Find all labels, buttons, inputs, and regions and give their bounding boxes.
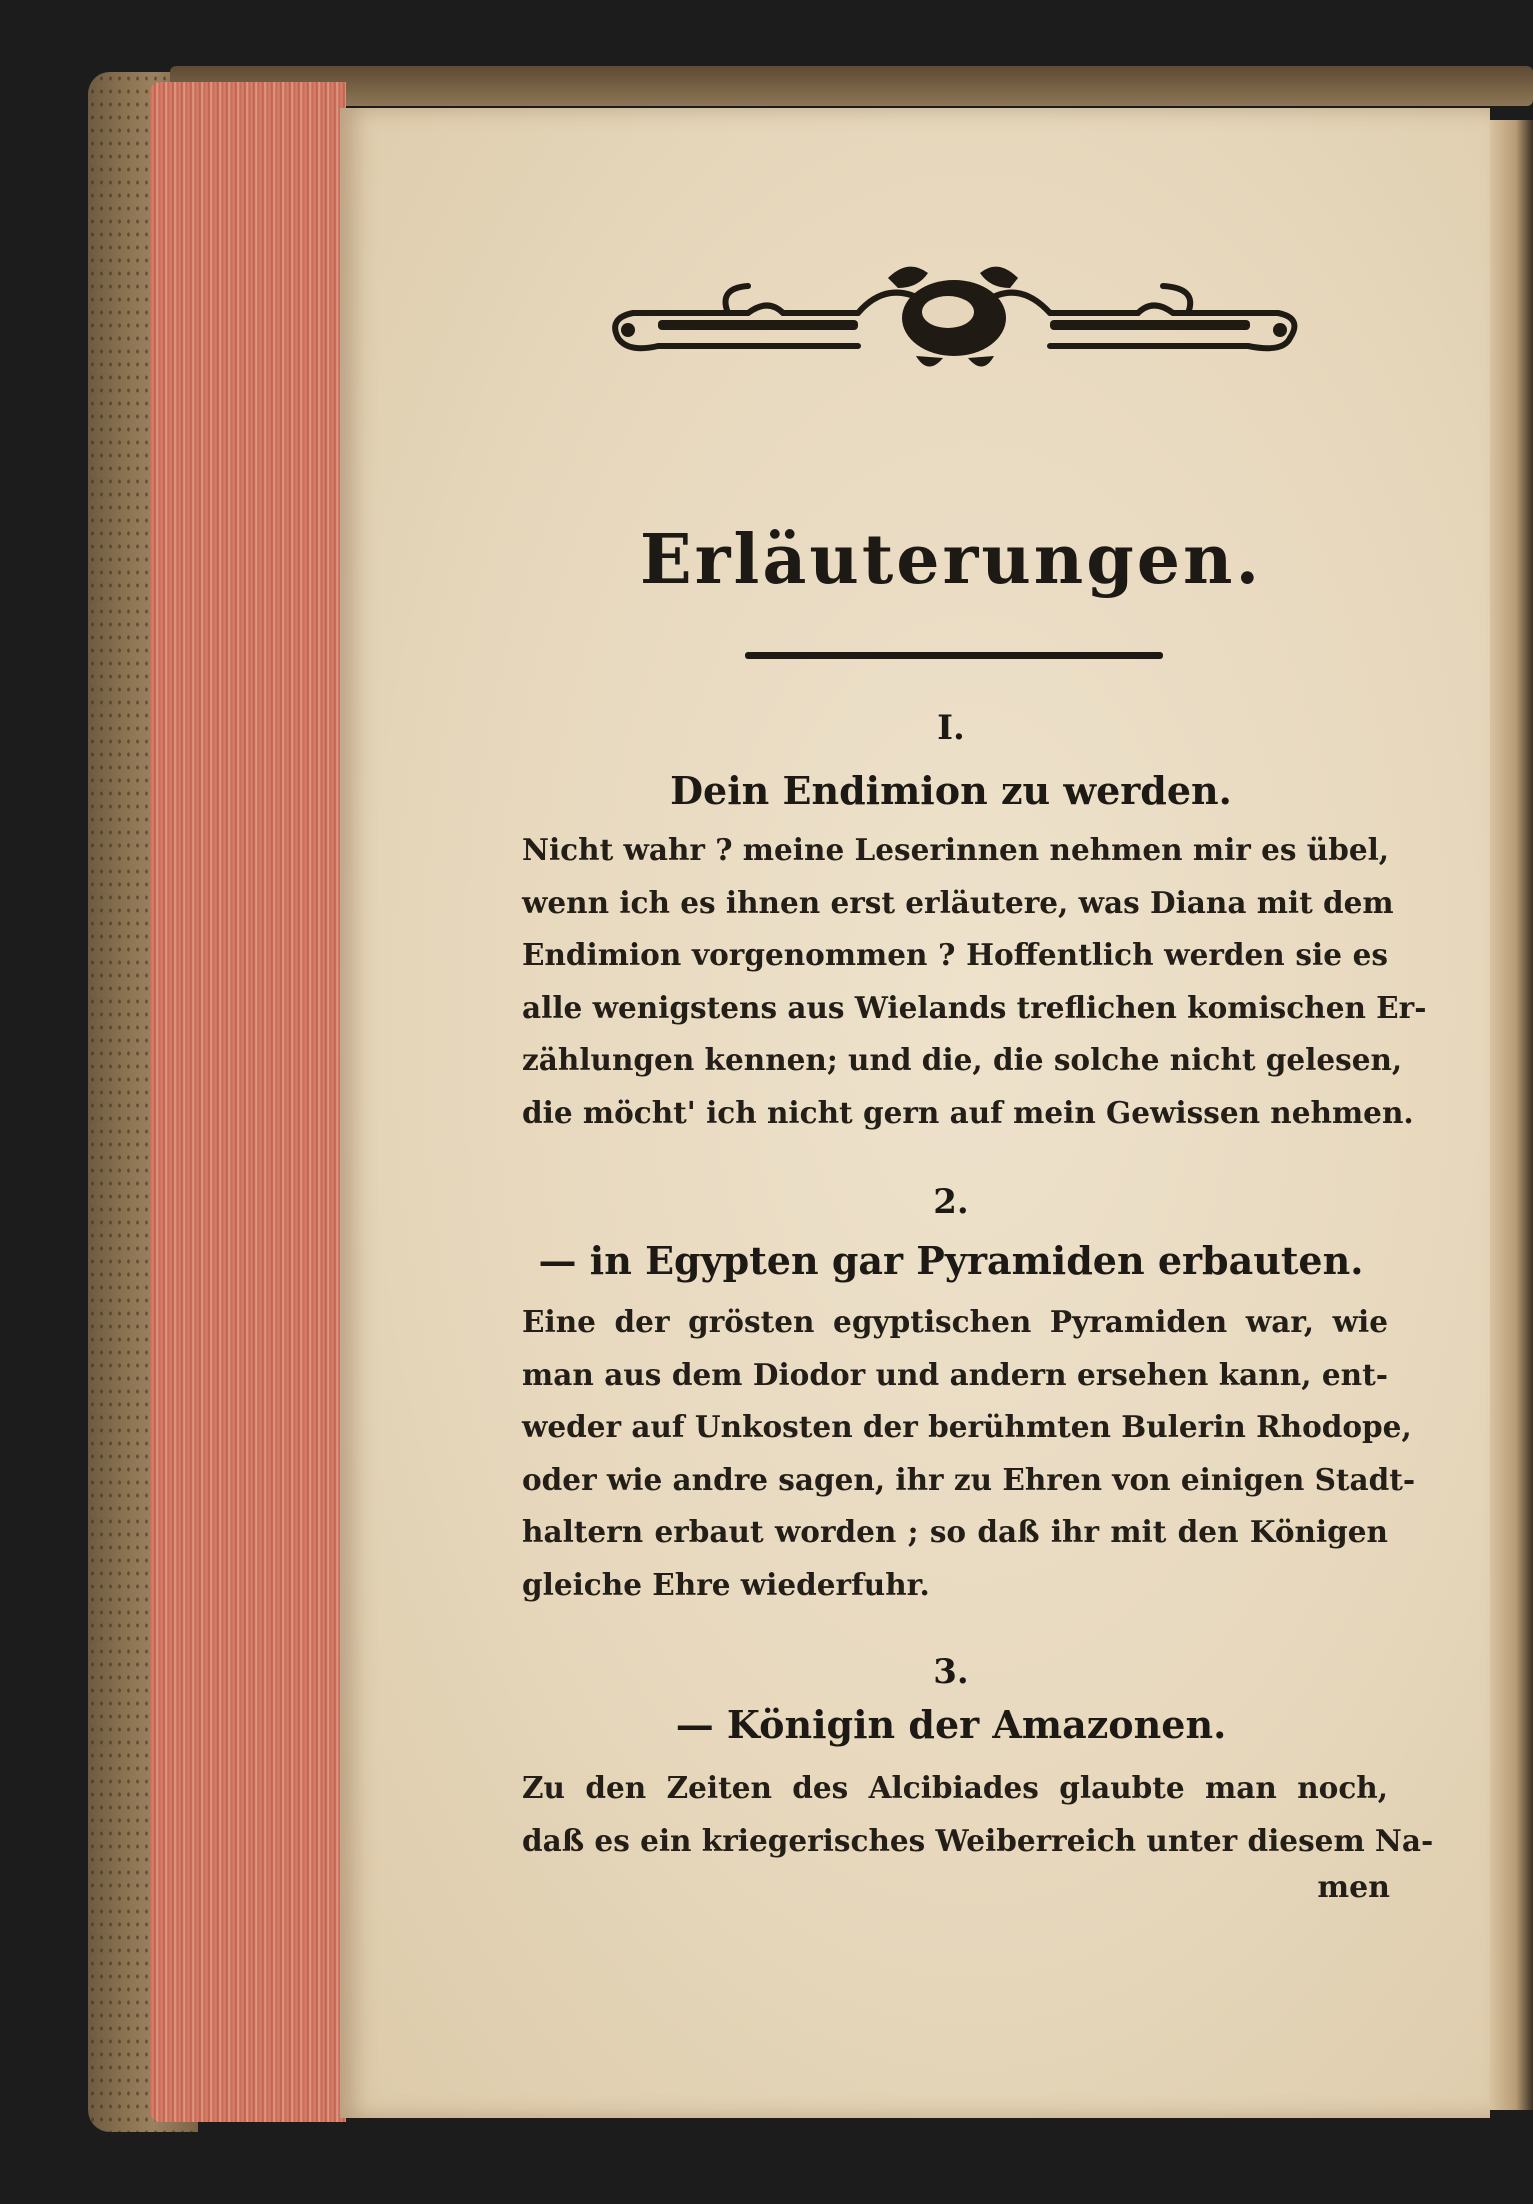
text-line: weder auf Unkosten der berühmten Bulerin Rhodope, bbox=[522, 1409, 1412, 1444]
text-line: haltern erbaut worden ; so daß ihr mit den Königen bbox=[522, 1514, 1388, 1549]
text-line: oder wie andre sagen, ihr zu Ehren von einigen Stadt- bbox=[522, 1461, 1416, 1497]
text-line: gleiche Ehre wiederfuhr. bbox=[522, 1566, 930, 1602]
book-top-edge bbox=[170, 66, 1533, 106]
page-title: Erläuterungen. bbox=[639, 520, 1263, 600]
page-gutter bbox=[1490, 120, 1533, 2110]
note-number: 3. bbox=[933, 1652, 969, 1692]
text-line: daß es ein kriegerisches Weiberreich unter diesem Na- bbox=[522, 1822, 1434, 1858]
note-body bbox=[522, 1762, 1434, 1867]
title-rule bbox=[745, 652, 1163, 659]
catchword: men bbox=[1317, 1870, 1390, 1905]
text-line: wenn ich es ihnen erst erläutere, was Diana mit dem bbox=[522, 884, 1394, 920]
text-line: zählungen kennen; und die, die solche nicht gelesen, bbox=[522, 1042, 1403, 1077]
text-line: Endimion vorgenommen ? Hoffentlich werden sie es bbox=[522, 937, 1388, 972]
text-line: Nicht wahr ? meine Leserinnen nehmen mir es übel, bbox=[522, 832, 1390, 867]
note-body bbox=[522, 824, 1427, 1139]
text-line: Eine der grösten egyptischen Pyramiden war, wie bbox=[522, 1304, 1388, 1339]
note-heading: — Königin der Amazonen. bbox=[675, 1702, 1227, 1747]
text-line: man aus dem Diodor und andern ersehen kann, ent- bbox=[522, 1356, 1388, 1392]
note-number: I. bbox=[937, 708, 965, 748]
text-line: Zu den Zeiten des Alcibiades glaubte man noch, bbox=[522, 1770, 1388, 1805]
note-heading: Dein Endimion zu werden. bbox=[670, 768, 1232, 813]
text-line: die möcht' ich nicht gern auf mein Gewissen nehmen. bbox=[522, 1094, 1414, 1130]
note-body bbox=[522, 1296, 1416, 1611]
note-number: 2. bbox=[933, 1182, 969, 1222]
ornament-headpiece-icon bbox=[598, 258, 1310, 378]
page-edges bbox=[150, 82, 346, 2122]
text-line: alle wenigstens aus Wielands treflichen komischen Er- bbox=[522, 989, 1427, 1025]
note-heading: — in Egypten gar Pyramiden erbauten. bbox=[538, 1238, 1364, 1283]
